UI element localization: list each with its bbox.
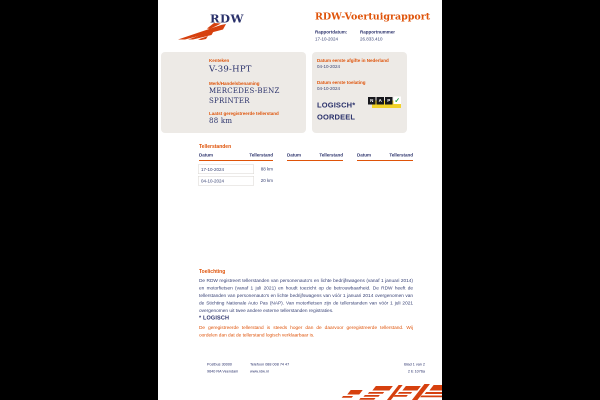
report-number-label: Rapportnummer: [360, 29, 396, 35]
footer-contact: [250, 361, 289, 375]
table-row: [198, 176, 273, 186]
nap-letter-p: P: [385, 97, 393, 105]
col-tellerstand: Tellerstand: [319, 152, 343, 158]
footer-phone: Telefoon 088 008 74 47: [250, 362, 290, 367]
report-date-value: 17-10-2024: [315, 36, 339, 42]
eerste-afgifte-label: Datum eerste afgifte in Nederland: [317, 58, 389, 63]
tellerstand-cell: 20 km: [260, 178, 273, 183]
table-header-group-1: [199, 153, 273, 162]
oordeel-line1: LOGISCH*: [317, 101, 356, 110]
nap-letter-n: N: [368, 97, 376, 105]
nap-checkmark-icon: ✓: [394, 96, 400, 104]
col-tellerstand: Tellerstand: [389, 152, 413, 158]
rdw-wordmark: RDW: [210, 12, 244, 26]
kenteken-value: V-39-HPT: [209, 64, 252, 74]
merk-label: Merk/Handelsbenaming: [209, 81, 260, 86]
footer-page-number: Blad 1 van 2: [404, 362, 425, 367]
nap-logo: [368, 96, 402, 110]
datum-cell: 17-10-2024: [198, 165, 254, 175]
table-row: [198, 165, 273, 175]
eerste-toelating-value: 04-10-2024: [317, 86, 341, 91]
laatste-tellerstand-value: 88 km: [209, 117, 233, 125]
datum-cell: 04-10-2024: [198, 176, 254, 186]
table-header-group-2: [287, 153, 343, 162]
rdw-stripes-graphic: [340, 382, 442, 400]
tellerstanden-heading: Tellerstanden: [199, 144, 232, 150]
eerste-toelating-label: Datum eerste toelating: [317, 80, 366, 85]
laatste-tellerstand-label: Laatst geregistreerde tellerstand: [209, 111, 279, 116]
table-header-group-3: [357, 153, 413, 162]
handelsnaam-value: SPRINTER: [209, 97, 250, 105]
col-tellerstand: Tellerstand: [249, 152, 273, 158]
kenteken-label: Kenteken: [209, 58, 230, 63]
col-datum: Datum: [287, 152, 302, 158]
toelichting-body: De RDW registreert tellerstanden van personenauto's en lichte bedrijfswagens (vanaf 1 januari 2014) en motorfietsen (vanaf 1 juli 2021) en houdt toezicht op de betrouwbaarheid. De RDW heeft de tellerstanden van personenauto's en lichte bedrijfswagens van vóór 1 januari 2014 overgenomen van de Stichting Nationale Auto Pas (NAP). Van motorfietsen zijn de tellerstanden van vóór 1 juli 2021 overgenomen uit twee andere externe tellerstanden registraties.: [199, 278, 413, 314]
toelichting-heading: Toelichting: [199, 269, 226, 275]
col-datum: Datum: [357, 152, 372, 158]
col-datum: Datum: [199, 152, 214, 158]
eerste-afgifte-value: 04-10-2024: [317, 64, 341, 69]
oordeel-line2: OORDEEL: [317, 113, 356, 122]
logisch-body: De geregistreerde tellerstand is steeds hoger dan de daarvoor geregistreerde tellerstand. Wij oordelen dan dat de tellerstand logisch verklaarbaar is.: [199, 325, 413, 338]
logisch-heading: * LOGISCH: [199, 315, 230, 321]
tellerstand-cell: 88 km: [260, 166, 273, 172]
report-number-value: 26.833.410: [360, 36, 383, 42]
nap-letter-a: A: [377, 97, 385, 105]
rdw-swoosh-logo-icon: [178, 23, 228, 40]
footer-address-line1: Postbus 30000: [207, 362, 233, 367]
footer-address: [207, 361, 238, 375]
report-date-label: Rapportdatum:: [315, 29, 348, 35]
footer-page-info: [348, 361, 425, 375]
report-page: [158, 0, 442, 400]
report-title: RDW-Voertuigrapport: [315, 11, 431, 22]
merk-value: MERCEDES-BENZ: [209, 87, 280, 95]
footer-website-link[interactable]: www.rdw.nl: [250, 368, 269, 374]
footer-form-code: 2 E 1076a: [407, 368, 425, 374]
footer-address-line2: 9640 RA Veendam: [207, 368, 239, 374]
